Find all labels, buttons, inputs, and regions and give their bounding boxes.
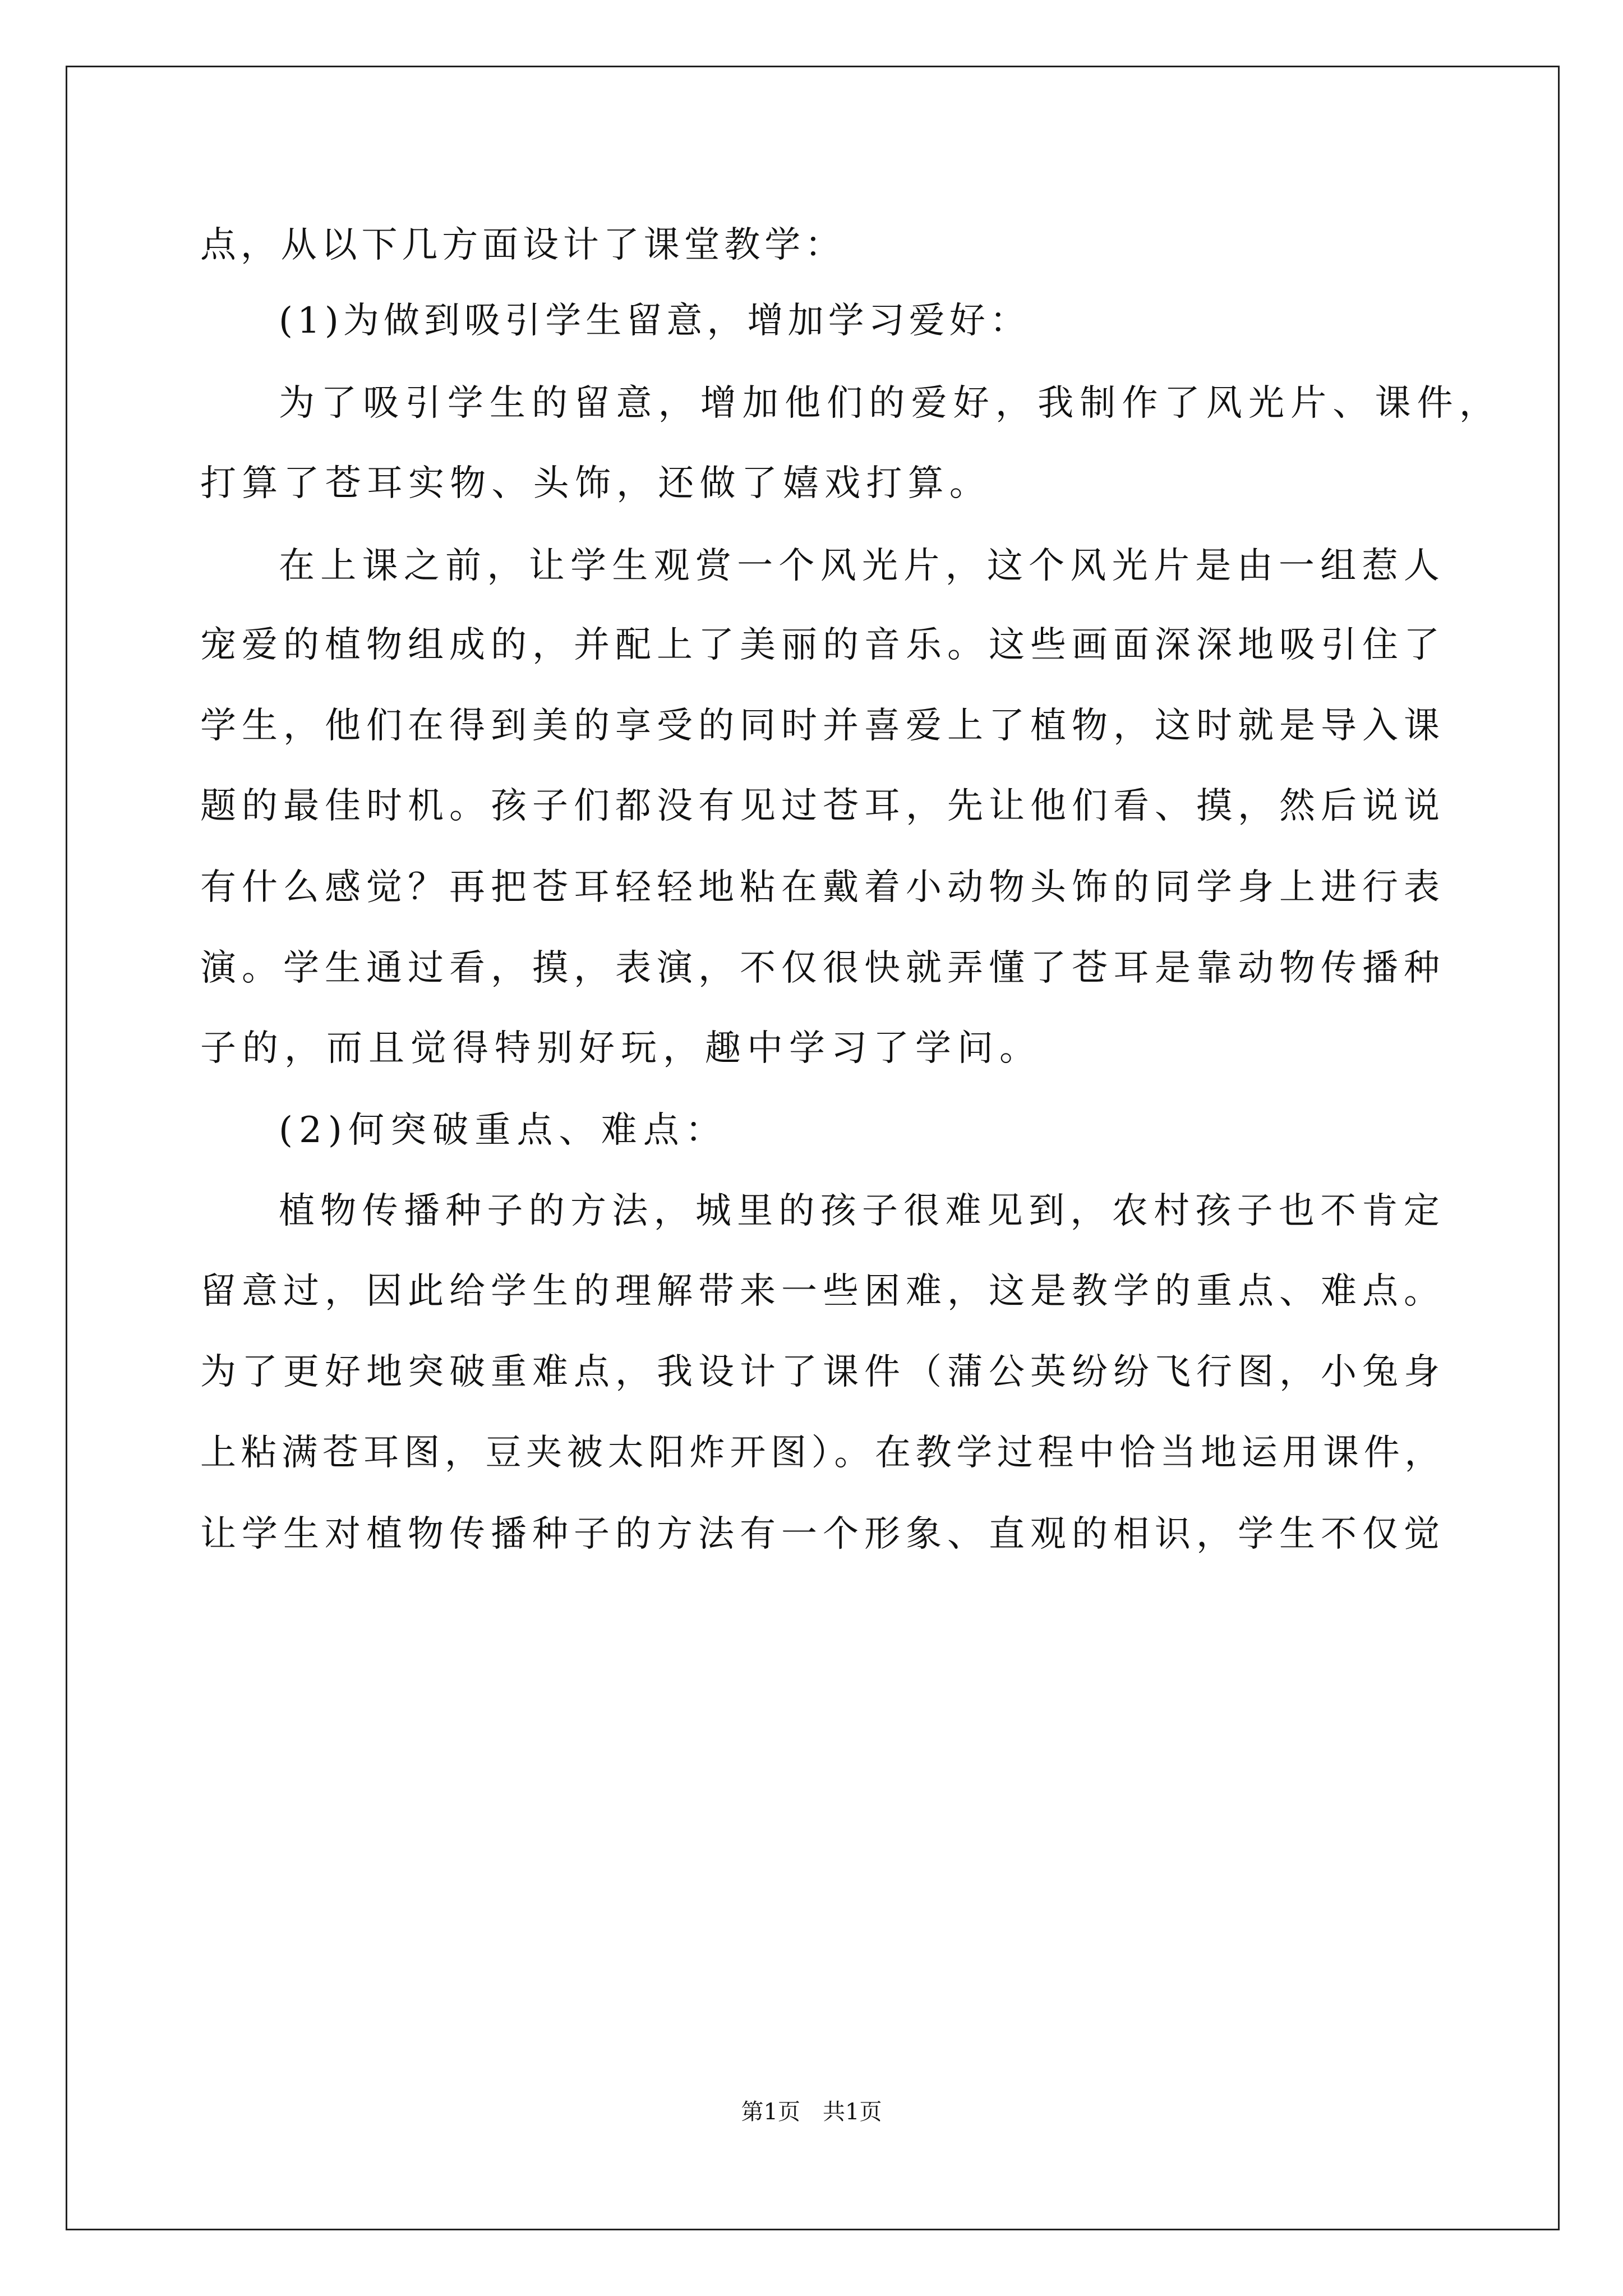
text-line-1: 点，从以下几方面设计了课堂教学：: [200, 224, 845, 266]
page-number: 第1页: [741, 2099, 800, 2125]
text-line-5: 在上课之前，让学生观赏一个风光片，这个风光片是由一组惹人: [279, 545, 1445, 587]
text-line-14: 留意过，因此给学生的理解带来一些困难，这是教学的重点、难点。: [200, 1271, 1445, 1312]
page-total: 共1页: [823, 2099, 882, 2125]
text-line-10: 演。学生通过看，摸，表演，不仅很快就弄懂了苍耳是靠动物传播种: [200, 947, 1445, 989]
text-line-3: 为了吸引学生的留意，增加他们的爱好，我制作了风光片、课件，: [279, 383, 1501, 424]
text-line-17: 让学生对植物传播种子的方法有一个形象、直观的相识，学生不仅觉: [200, 1513, 1445, 1555]
text-line-8: 题的最佳时机。孩子们都没有见过苍耳，先让他们看、摸，然后说说: [200, 785, 1445, 827]
text-line-9: 有什么感觉？再把苍耳轻轻地粘在戴着小动物头饰的同学身上进行表: [200, 867, 1445, 908]
text-line-7: 学生，他们在得到美的享受的同时并喜爱上了植物，这时就是导入课: [200, 705, 1445, 747]
text-line-11: 子的，而且觉得特别好玩，趣中学习了学问。: [200, 1028, 1041, 1069]
text-line-15: 为了更好地突破重难点，我设计了课件（蒲公英纷纷飞行图，小兔身: [200, 1351, 1445, 1393]
text-line-6: 宠爱的植物组成的，并配上了美丽的音乐。这些画面深深地吸引住了: [200, 624, 1445, 666]
text-line-2: (1)为做到吸引学生留意，增加学习爱好：: [279, 300, 1030, 342]
text-line-12: (2)何突破重点、难点：: [279, 1110, 727, 1151]
text-line-13: 植物传播种子的方法，城里的孩子很难见到，农村孩子也不肯定: [279, 1190, 1445, 1232]
text-line-16: 上粘满苍耳图，豆夹被太阳炸开图）。在教学过程中恰当地运用课件，: [200, 1432, 1445, 1474]
page-footer: [0, 2098, 1623, 2126]
text-line-4: 打算了苍耳实物、头饰，还做了嬉戏打算。: [200, 463, 991, 504]
